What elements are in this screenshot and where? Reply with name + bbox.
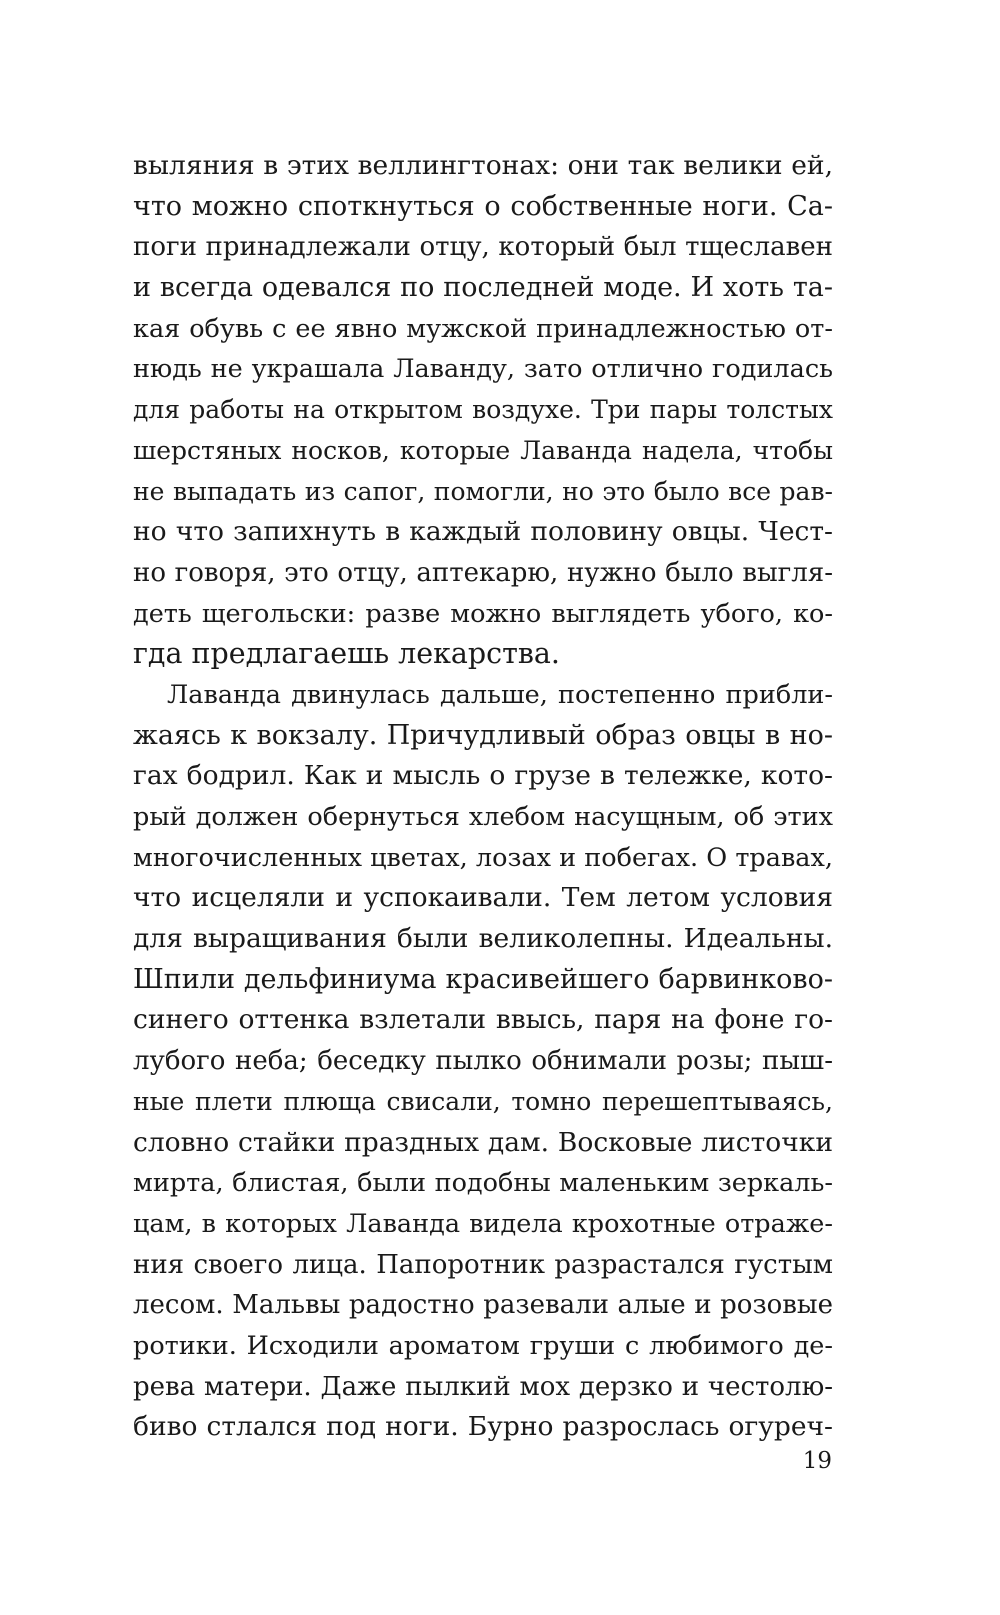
text-line: жаясь к вокзалу. Причудливый образ овцы в но-	[133, 719, 833, 751]
text-line: гах бодрил. Как и мысль о грузе в тележке, кото-	[133, 760, 833, 792]
text-line: биво стлался под ноги. Бурно разрослась огуреч-	[133, 1411, 833, 1443]
page-number: 19	[802, 1448, 832, 1474]
text-line: кая обувь с ее явно мужской принадлежностью от-	[133, 313, 833, 344]
text-line: Лаванда двинулась дальше, постепенно прибли-	[167, 679, 833, 710]
text-line: для работы на открытом воздухе. Три пары толстых	[133, 395, 833, 425]
text-line: цам, в которых Лаванда видела крохотные отраже-	[133, 1208, 833, 1239]
text-line: синего оттенка взлетали ввысь, паря на фоне го-	[133, 1004, 833, 1036]
text-line: но говоря, это отцу, аптекарю, нужно было выгля-	[133, 557, 833, 588]
text-line: гда предлагаешь лекарства.	[133, 637, 560, 671]
paragraph-1	[133, 146, 833, 675]
text-line: деть щегольски: разве можно выглядеть убого, ко-	[133, 598, 833, 629]
text-line: рый должен обернуться хлебом насущным, об этих	[133, 802, 833, 832]
text-line: для выращивания были великолепны. Идеальны.	[133, 923, 833, 955]
body-text	[133, 146, 833, 1448]
text-line: не выпадать из сапог, помогли, но это было все рав-	[133, 476, 833, 506]
text-line: что исцеляли и успокаивали. Тем летом условия	[133, 882, 833, 914]
paragraph-2	[133, 675, 833, 1448]
text-line: и всегда одевался по последней моде. И хоть та-	[133, 272, 833, 304]
text-line: мирта, блистая, были подобны маленьким зеркаль-	[133, 1168, 833, 1199]
text-line: выляния в этих веллингтонах: они так велики ей,	[133, 150, 833, 181]
text-line: ния своего лица. Папоротник разрастался густым	[133, 1249, 833, 1280]
text-line: лубого неба; беседку пылко обнимали розы; пыш-	[133, 1046, 833, 1077]
text-line: шерстяных носков, которые Лаванда надела, чтобы	[133, 435, 833, 465]
text-line: словно стайки праздных дам. Восковые листочки	[133, 1126, 833, 1158]
text-line: многочисленных цветах, лозах и побегах. О травах,	[133, 842, 833, 873]
text-line: ные плети плюща свисали, томно перешептываясь,	[133, 1086, 833, 1116]
text-line: лесом. Мальвы радостно разевали алые и розовые	[133, 1290, 833, 1321]
text-line: рева матери. Даже пылкий мох дерзко и честолю-	[133, 1371, 833, 1402]
text-line: Шпили дельфиниума красивейшего барвинково-	[133, 963, 833, 995]
text-line: ротики. Исходили ароматом груши с любимого де-	[133, 1330, 833, 1361]
text-line: нюдь не украшала Лаванду, зато отлично годилась	[133, 354, 833, 385]
text-line: но что запихнуть в каждый половину овцы. Чест-	[133, 516, 833, 548]
text-line: поги принадлежали отцу, который был тщеславен	[133, 232, 833, 263]
text-line: что можно споткнуться о собственные ноги. Са-	[133, 190, 833, 222]
